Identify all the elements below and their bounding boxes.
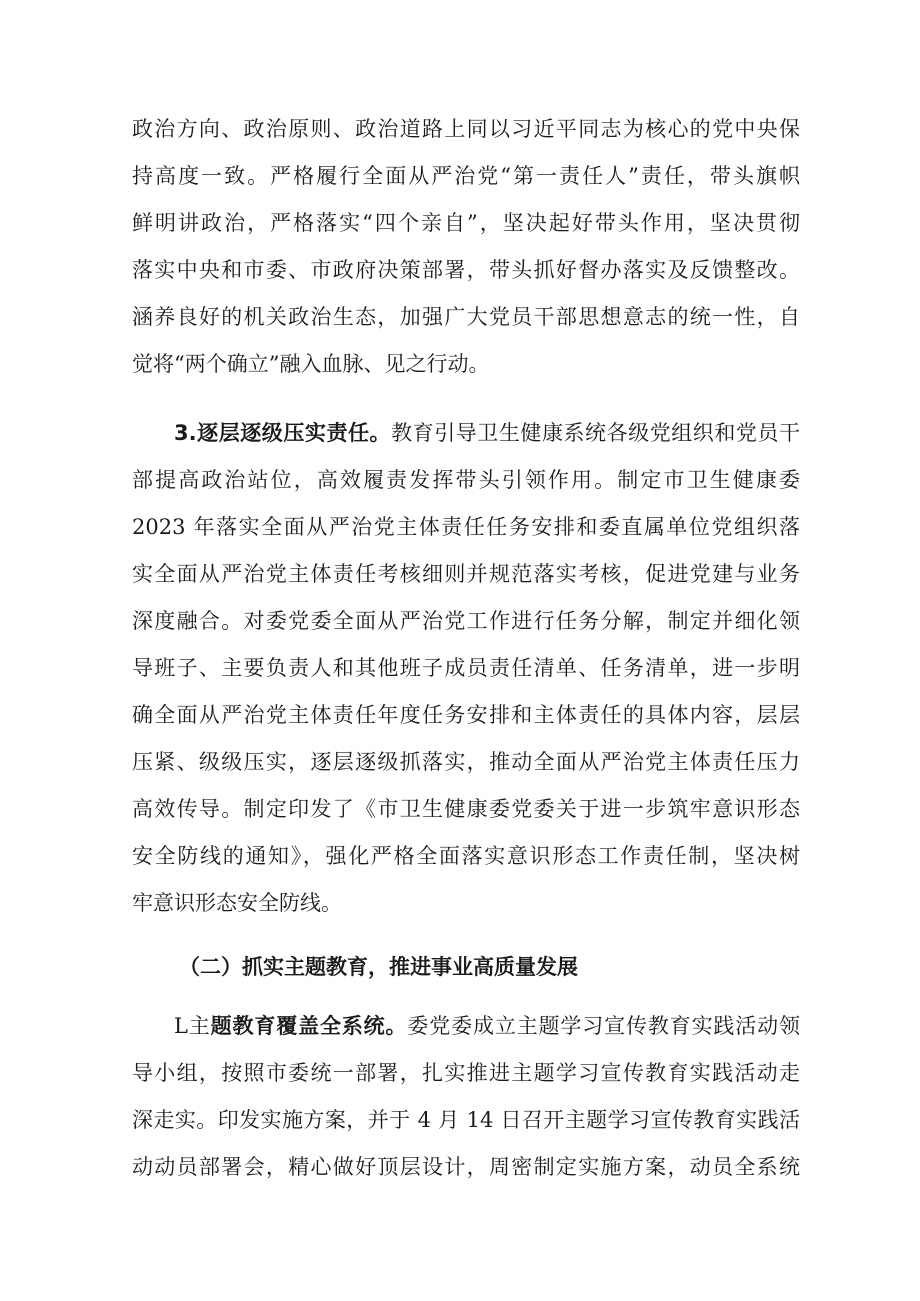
text-line: 导小组，按照市委统一部署，扎实推进主题学习宣传教育实践活动走: [132, 1061, 800, 1085]
text-line: 实全面从严治党主体责任考核细则并规范落实考核，促进党建与业务: [132, 562, 800, 586]
subheading-3: 3.逐层逐级压实责任。: [174, 421, 392, 445]
text-line: 高效传导。制定印发了《市卫生健康委党委关于进一步筑牢意识形态: [132, 797, 800, 821]
text-line: 涵养良好的机关政治生态，加强广大党员干部思想意志的统一性，自: [132, 305, 800, 329]
text-line: 觉将“两个确立”融入血脉、见之行动。: [132, 352, 490, 376]
text-line: 安全防线的通知》，强化严格全面落实意识形态工作责任制，坚决树: [132, 844, 800, 868]
text-line: 导班子、主要负责人和其他班子成员责任清单、任务清单，进一步明: [132, 656, 800, 680]
text-line: 深度融合。对委党委全面从严治党工作进行任务分解，制定并细化领: [132, 609, 800, 633]
paragraph-1: [132, 106, 800, 388]
text-line: 牢意识形态安全防线。: [132, 891, 342, 915]
text-line: 持高度一致。严格履行全面从严治党“第一责任人”责任，带头旗帜: [132, 164, 800, 188]
text-fragment: 教育引导卫生健康系统各级党组织和党员干: [391, 421, 800, 445]
section-heading: （二）抓实主题教育，推进事业高质量发展: [179, 955, 578, 979]
paragraph-3: [132, 1003, 800, 1191]
text-fragment: 委党委成立主题学习宣传教育实践活动领: [407, 1014, 801, 1038]
text-line: 政治方向、政治原则、政治道路上同以习近平同志为核心的党中央保: [132, 117, 800, 141]
text-line: 动动员部署会，精心做好顶层设计，周密制定实施方案，动员全系统: [132, 1155, 800, 1179]
paragraph-2: [132, 410, 800, 927]
text-fragment: L主: [174, 1014, 211, 1038]
subheading-1: 题教育覆盖全系统。: [210, 1014, 408, 1038]
text-line: 确全面从严治党主体责任年度任务安排和主体责任的具体内容，层层: [132, 703, 800, 727]
text-line: 压紧、级级压实，逐层逐级抓落实，推动全面从严治党主体责任压力: [132, 750, 800, 774]
text-line: [132, 1003, 800, 1050]
text-line: 鲜明讲政治，严格落实“四个亲自”，坚决起好带头作用，坚决贯彻: [132, 211, 800, 235]
text-line: [132, 410, 800, 457]
text-line: 落实中央和市委、市政府决策部署，带头抓好督办落实及反馈整改。: [132, 258, 800, 282]
text-line: 深走实。印发实施方案，并于 4 月 14 日召开主题学习宣传教育实践活: [132, 1108, 800, 1132]
text-line: 部提高政治站位，高效履责发挥带头引领作用。制定市卫生健康委: [132, 468, 800, 492]
text-line: 2023 年落实全面从严治党主体责任任务安排和委直属单位党组织落: [132, 515, 800, 539]
